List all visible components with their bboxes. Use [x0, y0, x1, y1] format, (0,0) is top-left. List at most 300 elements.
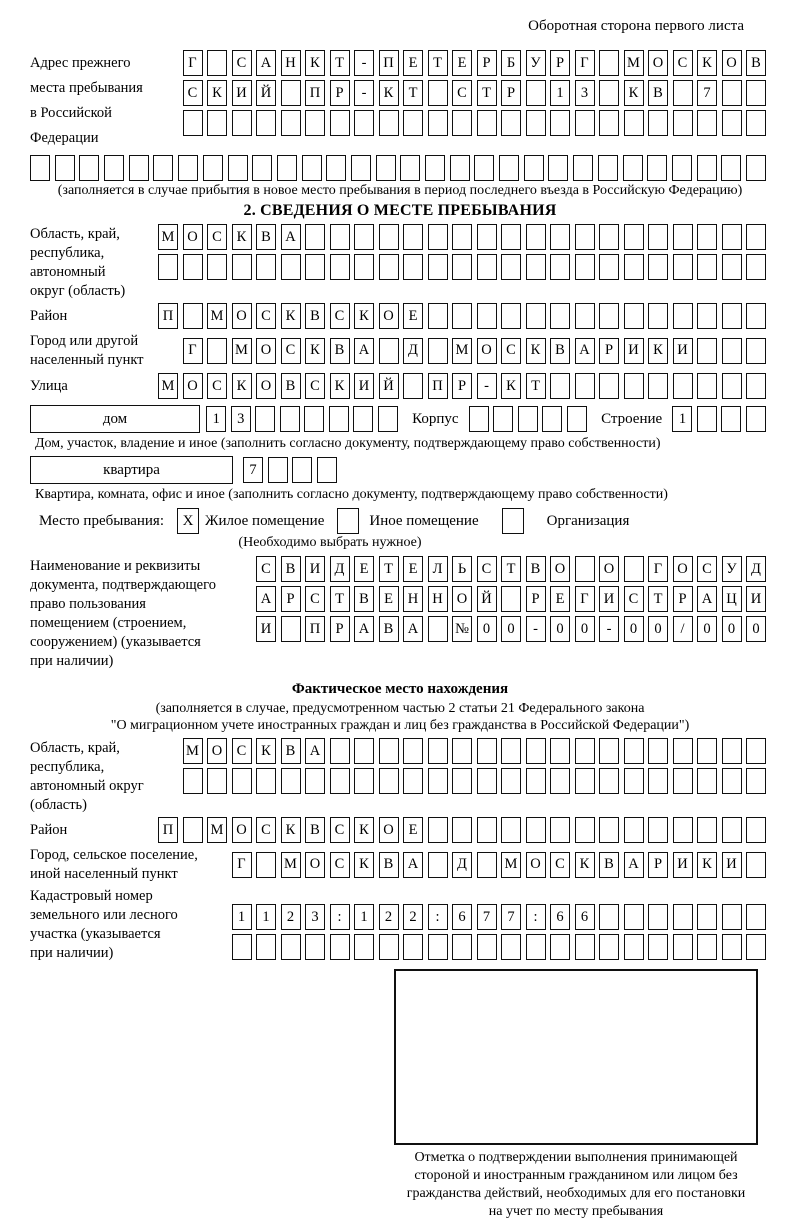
char-cell[interactable] — [277, 155, 297, 181]
char-cell[interactable] — [575, 224, 595, 250]
char-cell[interactable] — [673, 904, 693, 930]
char-cell[interactable] — [379, 338, 399, 364]
char-cell[interactable] — [203, 155, 223, 181]
char-cell[interactable] — [302, 155, 322, 181]
char-cell[interactable] — [548, 155, 568, 181]
char-cell[interactable]: 1 — [354, 904, 374, 930]
char-cell[interactable]: 0 — [575, 616, 595, 642]
char-cell[interactable] — [599, 904, 619, 930]
char-cell[interactable]: Т — [501, 556, 521, 582]
char-cell[interactable] — [575, 817, 595, 843]
char-cell[interactable] — [281, 768, 301, 794]
char-cell[interactable]: 1 — [206, 406, 226, 432]
char-cell[interactable] — [354, 224, 374, 250]
char-cell[interactable]: - — [599, 616, 619, 642]
char-cell[interactable] — [697, 338, 717, 364]
char-cell[interactable]: Р — [477, 50, 497, 76]
char-cell[interactable]: - — [354, 80, 374, 106]
char-cell[interactable] — [281, 110, 301, 136]
char-cell[interactable] — [575, 254, 595, 280]
char-cell[interactable] — [207, 254, 227, 280]
char-cell[interactable]: С — [207, 224, 227, 250]
char-cell[interactable]: Б — [501, 50, 521, 76]
char-cell[interactable] — [425, 155, 445, 181]
char-cell[interactable] — [648, 373, 668, 399]
char-cell[interactable]: 1 — [550, 80, 570, 106]
checkbox-other-premises[interactable] — [337, 508, 359, 534]
char-cell[interactable]: Е — [354, 556, 374, 582]
char-cell[interactable]: И — [354, 373, 374, 399]
char-cell[interactable]: 0 — [477, 616, 497, 642]
char-cell[interactable] — [573, 155, 593, 181]
char-cell[interactable]: 1 — [232, 904, 252, 930]
char-cell[interactable]: Ц — [722, 586, 742, 612]
char-cell[interactable] — [30, 155, 50, 181]
char-cell[interactable] — [428, 934, 448, 960]
char-cell[interactable] — [524, 155, 544, 181]
char-cell[interactable] — [746, 934, 766, 960]
char-cell[interactable] — [55, 155, 75, 181]
char-cell[interactable]: 7 — [477, 904, 497, 930]
char-cell[interactable]: Г — [648, 556, 668, 582]
char-cell[interactable]: С — [550, 852, 570, 878]
char-cell[interactable] — [550, 817, 570, 843]
char-cell[interactable] — [428, 738, 448, 764]
char-cell[interactable]: М — [158, 224, 178, 250]
char-cell[interactable]: К — [379, 80, 399, 106]
char-cell[interactable]: Р — [281, 586, 301, 612]
char-cell[interactable] — [256, 768, 276, 794]
char-cell[interactable] — [526, 934, 546, 960]
char-cell[interactable] — [354, 254, 374, 280]
char-cell[interactable]: С — [232, 50, 252, 76]
char-cell[interactable] — [183, 303, 203, 329]
char-cell[interactable] — [526, 303, 546, 329]
char-cell[interactable]: 0 — [501, 616, 521, 642]
char-cell[interactable]: К — [648, 338, 668, 364]
char-cell[interactable] — [575, 303, 595, 329]
char-cell[interactable] — [317, 457, 337, 483]
char-cell[interactable] — [354, 738, 374, 764]
char-cell[interactable] — [697, 110, 717, 136]
char-cell[interactable] — [673, 738, 693, 764]
char-cell[interactable] — [575, 373, 595, 399]
char-cell[interactable] — [624, 768, 644, 794]
char-cell[interactable] — [256, 934, 276, 960]
char-cell[interactable]: Р — [501, 80, 521, 106]
char-cell[interactable]: 0 — [697, 616, 717, 642]
char-cell[interactable] — [746, 904, 766, 930]
char-cell[interactable]: Й — [477, 586, 497, 612]
char-cell[interactable] — [207, 50, 227, 76]
char-cell[interactable]: Т — [648, 586, 668, 612]
char-cell[interactable] — [648, 110, 668, 136]
char-cell[interactable]: К — [526, 338, 546, 364]
char-cell[interactable] — [428, 303, 448, 329]
char-cell[interactable] — [624, 303, 644, 329]
char-cell[interactable] — [501, 303, 521, 329]
char-cell[interactable]: / — [673, 616, 693, 642]
char-cell[interactable] — [501, 586, 521, 612]
char-cell[interactable] — [550, 768, 570, 794]
char-cell[interactable] — [722, 934, 742, 960]
char-cell[interactable]: А — [281, 224, 301, 250]
char-cell[interactable] — [428, 817, 448, 843]
char-cell[interactable] — [697, 817, 717, 843]
char-cell[interactable]: Д — [330, 556, 350, 582]
char-cell[interactable] — [330, 768, 350, 794]
char-cell[interactable] — [623, 155, 643, 181]
char-cell[interactable]: К — [207, 80, 227, 106]
char-cell[interactable] — [746, 254, 766, 280]
char-cell[interactable] — [624, 738, 644, 764]
char-cell[interactable] — [526, 110, 546, 136]
char-cell[interactable]: И — [305, 556, 325, 582]
char-cell[interactable] — [403, 224, 423, 250]
char-cell[interactable]: М — [501, 852, 521, 878]
char-cell[interactable] — [721, 406, 741, 432]
char-cell[interactable] — [575, 556, 595, 582]
char-cell[interactable] — [477, 738, 497, 764]
char-cell[interactable] — [624, 904, 644, 930]
char-cell[interactable] — [575, 934, 595, 960]
char-cell[interactable] — [648, 934, 668, 960]
char-cell[interactable]: А — [354, 616, 374, 642]
char-cell[interactable]: Т — [330, 50, 350, 76]
char-cell[interactable]: П — [158, 303, 178, 329]
char-cell[interactable] — [721, 155, 741, 181]
char-cell[interactable] — [697, 406, 717, 432]
char-cell[interactable]: Л — [428, 556, 448, 582]
char-cell[interactable]: : — [428, 904, 448, 930]
char-cell[interactable]: К — [697, 852, 717, 878]
char-cell[interactable] — [598, 155, 618, 181]
char-cell[interactable]: О — [526, 852, 546, 878]
char-cell[interactable] — [428, 224, 448, 250]
char-cell[interactable] — [452, 817, 472, 843]
char-cell[interactable] — [550, 224, 570, 250]
char-cell[interactable] — [501, 768, 521, 794]
char-cell[interactable]: Д — [452, 852, 472, 878]
char-cell[interactable] — [305, 110, 325, 136]
char-cell[interactable]: 1 — [256, 904, 276, 930]
char-cell[interactable] — [330, 934, 350, 960]
char-cell[interactable]: 2 — [379, 904, 399, 930]
char-cell[interactable] — [624, 556, 644, 582]
char-cell[interactable]: С — [256, 556, 276, 582]
char-cell[interactable] — [599, 110, 619, 136]
char-cell[interactable] — [599, 303, 619, 329]
char-cell[interactable]: Г — [183, 50, 203, 76]
char-cell[interactable] — [673, 817, 693, 843]
char-cell[interactable]: К — [354, 817, 374, 843]
char-cell[interactable]: П — [158, 817, 178, 843]
char-cell[interactable] — [252, 155, 272, 181]
char-cell[interactable]: С — [673, 50, 693, 76]
char-cell[interactable] — [722, 768, 742, 794]
char-cell[interactable]: П — [428, 373, 448, 399]
char-cell[interactable]: - — [354, 50, 374, 76]
char-cell[interactable] — [207, 768, 227, 794]
checkbox-organization[interactable] — [502, 508, 524, 534]
char-cell[interactable]: 6 — [452, 904, 472, 930]
char-cell[interactable]: Д — [403, 338, 423, 364]
char-cell[interactable]: М — [158, 373, 178, 399]
char-cell[interactable] — [624, 934, 644, 960]
char-cell[interactable]: Т — [379, 556, 399, 582]
char-cell[interactable]: О — [477, 338, 497, 364]
char-cell[interactable] — [292, 457, 312, 483]
char-cell[interactable]: К — [624, 80, 644, 106]
char-cell[interactable] — [256, 110, 276, 136]
char-cell[interactable] — [477, 934, 497, 960]
char-cell[interactable]: С — [183, 80, 203, 106]
char-cell[interactable] — [624, 373, 644, 399]
char-cell[interactable] — [526, 80, 546, 106]
char-cell[interactable]: П — [379, 50, 399, 76]
char-cell[interactable] — [501, 254, 521, 280]
char-cell[interactable] — [722, 904, 742, 930]
char-cell[interactable]: С — [330, 303, 350, 329]
char-cell[interactable] — [452, 738, 472, 764]
char-cell[interactable]: В — [746, 50, 766, 76]
char-cell[interactable]: М — [281, 852, 301, 878]
char-cell[interactable]: К — [330, 373, 350, 399]
char-cell[interactable] — [428, 768, 448, 794]
char-cell[interactable]: О — [232, 303, 252, 329]
char-cell[interactable] — [673, 934, 693, 960]
char-cell[interactable]: В — [281, 373, 301, 399]
char-cell[interactable] — [493, 406, 513, 432]
char-cell[interactable] — [722, 110, 742, 136]
char-cell[interactable]: А — [624, 852, 644, 878]
char-cell[interactable]: Н — [281, 50, 301, 76]
char-cell[interactable]: И — [232, 80, 252, 106]
char-cell[interactable] — [452, 768, 472, 794]
char-cell[interactable]: 7 — [697, 80, 717, 106]
char-cell[interactable] — [624, 110, 644, 136]
char-cell[interactable]: С — [207, 373, 227, 399]
char-cell[interactable]: Н — [428, 586, 448, 612]
char-cell[interactable] — [697, 768, 717, 794]
char-cell[interactable]: М — [207, 817, 227, 843]
char-cell[interactable]: О — [673, 556, 693, 582]
char-cell[interactable]: Ь — [452, 556, 472, 582]
char-cell[interactable] — [624, 254, 644, 280]
char-cell[interactable] — [305, 768, 325, 794]
char-cell[interactable] — [183, 768, 203, 794]
char-cell[interactable]: В — [305, 817, 325, 843]
char-cell[interactable] — [673, 254, 693, 280]
char-cell[interactable] — [599, 80, 619, 106]
char-cell[interactable]: С — [697, 556, 717, 582]
char-cell[interactable] — [452, 934, 472, 960]
char-cell[interactable]: В — [379, 616, 399, 642]
char-cell[interactable] — [477, 768, 497, 794]
char-cell[interactable] — [575, 768, 595, 794]
char-cell[interactable]: М — [207, 303, 227, 329]
char-cell[interactable] — [575, 110, 595, 136]
char-cell[interactable] — [526, 224, 546, 250]
char-cell[interactable] — [330, 224, 350, 250]
char-cell[interactable]: К — [501, 373, 521, 399]
char-cell[interactable]: Е — [403, 303, 423, 329]
char-cell[interactable]: В — [526, 556, 546, 582]
char-cell[interactable]: Р — [648, 852, 668, 878]
char-cell[interactable]: Е — [403, 556, 423, 582]
char-cell[interactable] — [452, 254, 472, 280]
char-cell[interactable] — [452, 224, 472, 250]
char-cell[interactable] — [550, 934, 570, 960]
char-cell[interactable]: И — [722, 852, 742, 878]
char-cell[interactable]: С — [281, 338, 301, 364]
char-cell[interactable]: Е — [550, 586, 570, 612]
char-cell[interactable] — [354, 768, 374, 794]
char-cell[interactable]: К — [697, 50, 717, 76]
char-cell[interactable]: 1 — [672, 406, 692, 432]
char-cell[interactable] — [567, 406, 587, 432]
char-cell[interactable]: И — [624, 338, 644, 364]
char-cell[interactable] — [648, 303, 668, 329]
char-cell[interactable] — [354, 110, 374, 136]
char-cell[interactable]: 3 — [305, 904, 325, 930]
char-cell[interactable] — [550, 254, 570, 280]
char-cell[interactable] — [599, 224, 619, 250]
char-cell[interactable]: Й — [256, 80, 276, 106]
char-cell[interactable] — [79, 155, 99, 181]
char-cell[interactable]: С — [452, 80, 472, 106]
char-cell[interactable] — [526, 254, 546, 280]
char-cell[interactable]: К — [305, 50, 325, 76]
char-cell[interactable]: 3 — [575, 80, 595, 106]
char-cell[interactable]: М — [183, 738, 203, 764]
char-cell[interactable] — [178, 155, 198, 181]
char-cell[interactable]: 6 — [550, 904, 570, 930]
char-cell[interactable]: К — [281, 303, 301, 329]
char-cell[interactable]: А — [575, 338, 595, 364]
char-cell[interactable] — [518, 406, 538, 432]
char-cell[interactable] — [648, 904, 668, 930]
char-cell[interactable] — [403, 934, 423, 960]
char-cell[interactable] — [697, 303, 717, 329]
char-cell[interactable]: 7 — [243, 457, 263, 483]
char-cell[interactable]: И — [599, 586, 619, 612]
char-cell[interactable] — [183, 254, 203, 280]
char-cell[interactable] — [746, 80, 766, 106]
char-cell[interactable] — [474, 155, 494, 181]
char-cell[interactable]: А — [697, 586, 717, 612]
char-cell[interactable]: Г — [575, 586, 595, 612]
char-cell[interactable] — [746, 852, 766, 878]
char-cell[interactable]: Н — [403, 586, 423, 612]
char-cell[interactable] — [526, 768, 546, 794]
char-cell[interactable]: У — [722, 556, 742, 582]
char-cell[interactable] — [673, 303, 693, 329]
char-cell[interactable] — [403, 768, 423, 794]
char-cell[interactable]: С — [256, 303, 276, 329]
char-cell[interactable] — [379, 934, 399, 960]
char-cell[interactable] — [428, 80, 448, 106]
char-cell[interactable]: Т — [330, 586, 350, 612]
char-cell[interactable] — [354, 934, 374, 960]
char-cell[interactable]: А — [256, 50, 276, 76]
char-cell[interactable]: Р — [330, 616, 350, 642]
char-cell[interactable] — [330, 738, 350, 764]
char-cell[interactable] — [428, 852, 448, 878]
char-cell[interactable] — [305, 934, 325, 960]
char-cell[interactable] — [722, 338, 742, 364]
char-cell[interactable]: Й — [379, 373, 399, 399]
char-cell[interactable]: О — [452, 586, 472, 612]
char-cell[interactable]: Р — [550, 50, 570, 76]
char-cell[interactable] — [746, 738, 766, 764]
char-cell[interactable]: Р — [452, 373, 472, 399]
char-cell[interactable]: О — [256, 373, 276, 399]
char-cell[interactable]: Е — [403, 817, 423, 843]
char-cell[interactable]: Г — [232, 852, 252, 878]
char-cell[interactable] — [353, 406, 373, 432]
char-cell[interactable] — [428, 616, 448, 642]
char-cell[interactable]: К — [232, 224, 252, 250]
char-cell[interactable] — [477, 110, 497, 136]
char-cell[interactable]: К — [232, 373, 252, 399]
char-cell[interactable] — [378, 406, 398, 432]
char-cell[interactable]: Е — [403, 50, 423, 76]
char-cell[interactable] — [304, 406, 324, 432]
char-cell[interactable]: Р — [673, 586, 693, 612]
char-cell[interactable] — [624, 224, 644, 250]
char-cell[interactable] — [281, 934, 301, 960]
char-cell[interactable] — [697, 934, 717, 960]
char-cell[interactable] — [501, 817, 521, 843]
char-cell[interactable]: В — [354, 586, 374, 612]
char-cell[interactable]: А — [256, 586, 276, 612]
char-cell[interactable]: В — [599, 852, 619, 878]
char-cell[interactable] — [305, 224, 325, 250]
char-cell[interactable] — [268, 457, 288, 483]
char-cell[interactable] — [673, 80, 693, 106]
char-cell[interactable]: 0 — [746, 616, 766, 642]
char-cell[interactable] — [450, 155, 470, 181]
char-cell[interactable]: О — [183, 224, 203, 250]
char-cell[interactable]: В — [305, 303, 325, 329]
char-cell[interactable]: А — [403, 852, 423, 878]
char-cell[interactable]: Е — [452, 50, 472, 76]
char-cell[interactable] — [158, 254, 178, 280]
checkbox-residential[interactable]: X — [177, 508, 199, 534]
char-cell[interactable] — [624, 817, 644, 843]
char-cell[interactable] — [697, 254, 717, 280]
char-cell[interactable]: Г — [183, 338, 203, 364]
char-cell[interactable]: В — [281, 738, 301, 764]
char-cell[interactable] — [207, 110, 227, 136]
char-cell[interactable]: 6 — [575, 904, 595, 930]
char-cell[interactable] — [746, 373, 766, 399]
char-cell[interactable]: И — [746, 586, 766, 612]
char-cell[interactable]: М — [452, 338, 472, 364]
char-cell[interactable]: Г — [575, 50, 595, 76]
char-cell[interactable]: И — [673, 852, 693, 878]
char-cell[interactable]: П — [305, 616, 325, 642]
char-cell[interactable] — [722, 817, 742, 843]
char-cell[interactable] — [746, 406, 766, 432]
char-cell[interactable] — [746, 155, 766, 181]
char-cell[interactable]: О — [207, 738, 227, 764]
char-cell[interactable]: С — [477, 556, 497, 582]
char-cell[interactable]: Е — [379, 586, 399, 612]
char-cell[interactable]: О — [256, 338, 276, 364]
char-cell[interactable]: Р — [330, 80, 350, 106]
